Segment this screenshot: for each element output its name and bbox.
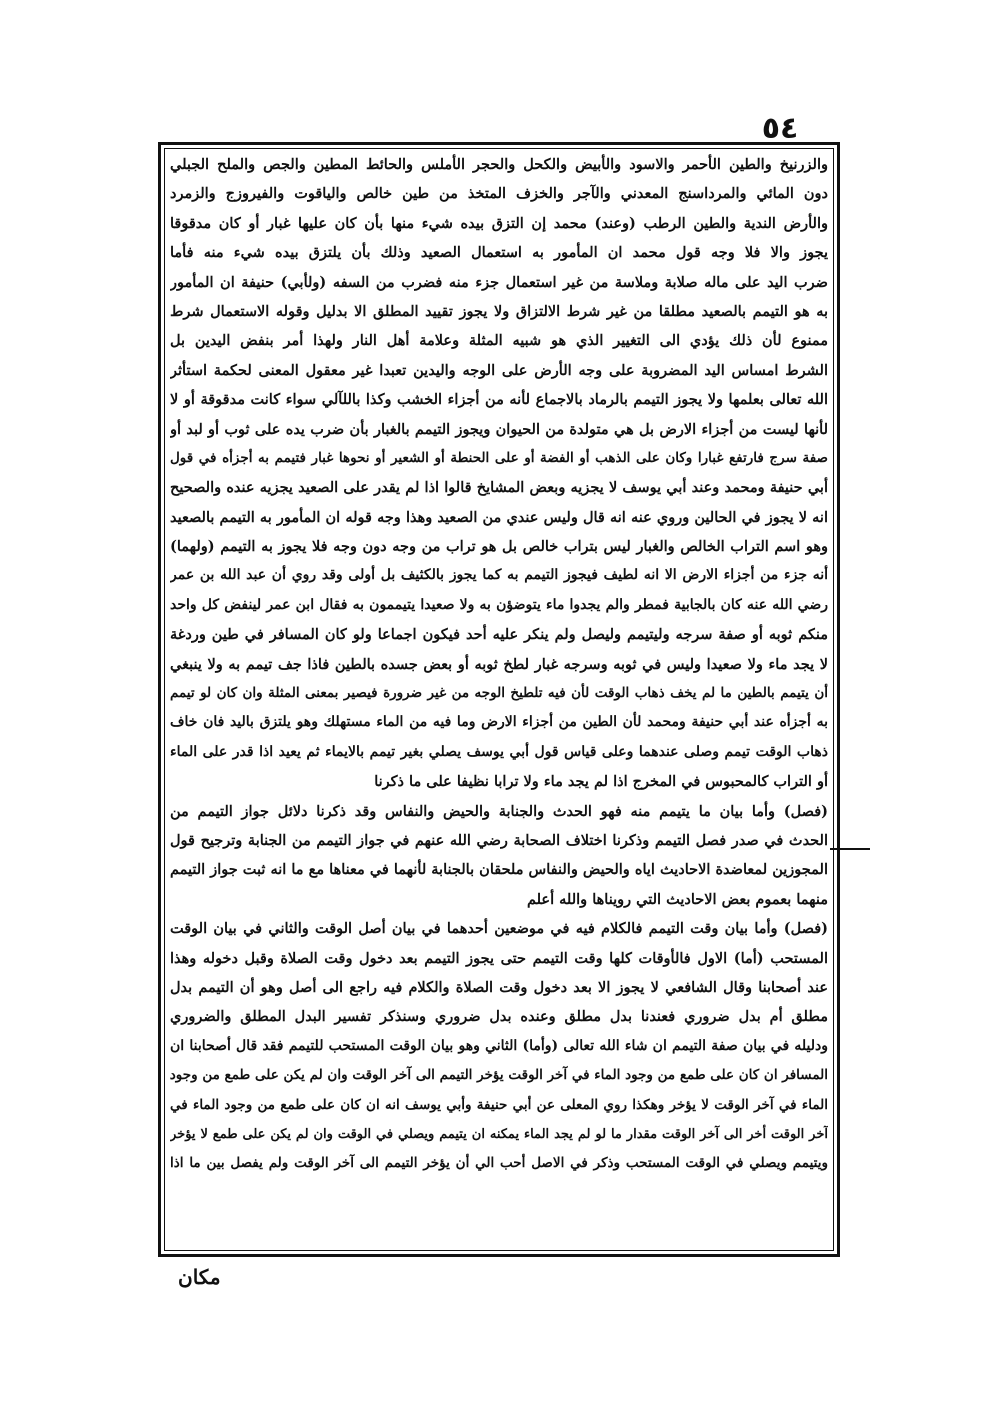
text-line: أن يتيمم بالطين ما لم يخف ذهاب الوقت لأن فيه تلطيخ الوجه من غير ضرورة فيصير بمعنى المثلة وان كان لو تيمم (170, 685, 828, 702)
text-line: لأنها ليست من أجزاء الارض بل هي متولدة من الحيوان ويجوز التيمم بالغبار بأن ضرب يده على ثوب أو لبد أو (170, 420, 828, 438)
text-line: المجوزين لمعاضدة الاحاديث اياه والحيض والنفاس ملحقان بالجنابة لأنهما في معناها مع ما انه ثبت جواز التيمم (170, 861, 828, 879)
text-line: الله تعالى بعلمها ولا يجوز التيمم بالرماد بالاجماع لأنه من أجزاء الخشب وكذا باللآلي سواء كانت مدقوقة أو لا (170, 391, 828, 409)
text-body (170, 150, 828, 1248)
text-line: منهما بعموم بعض الاحاديث التي رويناها والله أعلم (526, 890, 828, 908)
text-line: لا يجد ماء ولا صعيدا وليس في ثوبه وسرجه غبار لطخ ثوبه أو بعض جسده بالطين فاذا جف تيمم به ولا ينبغي (170, 655, 828, 673)
text-line: المسافر ان كان على طمع من وجود الماء في آخر الوقت يؤخر التيمم الى آخر الوقت وان لم يكن على طمع من وجود (170, 1067, 828, 1084)
text-line: دون المائي والمرداسنج المعدني والآجر والخزف المتخذ من طين خالص والياقوت والفيروزج والزمرد (170, 185, 828, 203)
text-line: رضي الله عنه كان بالجابية فمطر والم يجدوا ماء يتوضؤن به ولا صعيدا يتيممون به فقال ابن عمر لينفض كل واحد (170, 596, 828, 613)
text-line: يجوز والا فلا وجه قول محمد ان المأمور به استعمال الصعيد وذلك بأن يلتزق بيده شيء منه فأما (170, 244, 828, 262)
text-line: الحدث في صدر فصل التيمم وذكرنا اختلاف الصحابة رضي الله عنهم في جواز التيمم من الجنابة وترجيح قول (170, 831, 828, 849)
text-line: عند أصحابنا وقال الشافعي لا يجوز الا بعد دخول وقت الصلاة والكلام فيه راجع الى أصل وهو أن التيمم بدل (170, 978, 828, 996)
margin-mark (830, 848, 870, 850)
text-line: ضرب اليد على ماله صلابة وملاسة من غير استعمال جزء منه فضرب من السفه (ولأبي) حنيفة ان المأمور (170, 273, 828, 291)
text-line: به أجزأه عند أبي حنيفة ومحمد لأن الطين من أجزاء الارض وما فيه من الماء مستهلك وهو يلتزق باليد فان خاف (170, 714, 828, 731)
page-number: ٥٤ (761, 111, 799, 146)
text-line: والزرنيخ والطين الأحمر والاسود والأبيض والكحل والحجر الأملس والحائط المطين والجص والملح الجبلي (170, 156, 828, 173)
text-line: الماء في آخر الوقت لا يؤخر وهكذا روي المعلى عن أبي حنيفة وأبي يوسف انه ان كان على طمع من وجود الماء في (170, 1096, 828, 1113)
text-line: ودليله في بيان صفة التيمم ان شاء الله تعالى (وأما) الثاني وهو بيان الوقت المستحب للتيمم فقد قال أصحابنا ان (170, 1037, 828, 1054)
text-line: (فصل) وأما بيان ما يتيمم منه فهو الحدث والجنابة والحيض والنفاس وقد ذكرنا دلائل جواز التيمم من (170, 802, 828, 820)
text-line: انه لا يجوز في الحالين وروي عنه انه قال وليس عندي من الصعيد وهذا وجه قوله ان المأمور به التيمم بالصعيد (170, 508, 828, 526)
text-line: مطلق أم بدل ضروري فعندنا بدل مطلق وعنده بدل ضروري وسنذكر تفسير البدل المطلق والضروري (170, 1008, 828, 1026)
text-line: أنه جزء من أجزاء الارض الا انه لطيف فيجوز التيمم به كما يجوز بالكثيف بل أولى وقد روي أن عبد الله بن عمر (170, 567, 828, 584)
text-line: آخر الوقت أخر الى آخر الوقت مقدار ما لو لم يجد الماء يمكنه ان يتيمم ويصلي في الوقت وان لم يكن على طمع لا يؤخر (170, 1126, 828, 1142)
text-line: به هو التيمم بالصعيد مطلقا من غير شرط الالتزاق ولا يجوز تقييد المطلق الا بدليل وقوله الاستعمال شرط (170, 302, 828, 320)
text-line: ويتيمم ويصلي في الوقت المستحب وذكر في الاصل أحب الي أن يؤخر التيمم الى آخر الوقت ولم يفصل بين ما اذا (170, 1155, 828, 1172)
text-line: وهو اسم التراب الخالص والغبار ليس بتراب خالص بل هو تراب من وجه دون وجه فلا يجوز به التيمم (ولهما) (170, 538, 828, 556)
text-line: أبي حنيفة ومحمد وعند أبي يوسف لا يجزيه وبعض المشايخ قالوا اذا لم يقدر على الصعيد يجزيه عنده والصحيح (170, 479, 828, 497)
text-line: صفة سرج فارتفع غبارا وكان على الذهب أو الفضة أو على الحنطة أو الشعير أو نحوها غبار فتيمم به أجزأه في قول (170, 449, 828, 466)
text-line: منكم ثوبه أو صفة سرجه وليتيمم وليصل ولم ينكر عليه أحد فيكون اجماعا ولو كان المسافر في طين وردغة (170, 626, 828, 644)
text-line: ممنوع لأن ذلك يؤدي الى التغيير الذي هو شبيه المثلة وعلامة أهل النار ولهذا أمر بنفض اليدين بل (170, 332, 828, 350)
text-line: المستحب (أما) الاول فالأوقات كلها وقت التيمم حتى يجوز التيمم بعد دخول وقت الصلاة وقبل دخوله وهذا (170, 949, 828, 967)
text-line: ذهاب الوقت تيمم وصلى عندهما وعلى قياس قول أبي يوسف يصلي بغير تيمم بالايماء ثم يعيد اذا قدر على الماء (170, 743, 828, 760)
text-line: (فصل) وأما بيان وقت التيمم فالكلام فيه في موضعين أحدهما في بيان أصل الوقت والثاني في بيان الوقت (170, 920, 828, 938)
text-line: والأرض الندية والطين الرطب (وعند) محمد إن التزق بيده شيء منها بأن كان عليها غبار أو كان مدقوقا (170, 214, 828, 232)
catchword: مكان (178, 1265, 221, 1289)
text-line: الشرط امساس اليد المضروبة على وجه الأرض على الوجه واليدين تعبدا غير معقول المعنى لحكمة استأثر (170, 361, 828, 379)
text-line: أو التراب كالمحبوس في المخرج اذا لم يجد ماء ولا ترابا نظيفا على ما ذكرنا (374, 773, 828, 791)
